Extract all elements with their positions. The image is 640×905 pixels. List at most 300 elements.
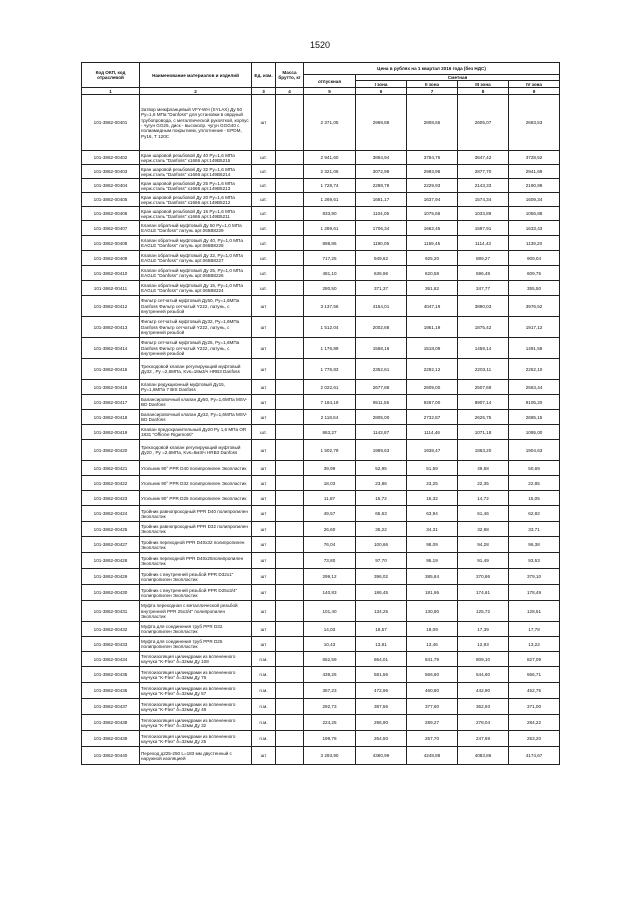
row-unit: шт [252,601,276,622]
row-release-price: 652,59 [304,652,356,667]
page-number: 1520 [309,40,331,50]
table-row [82,652,560,667]
table-row [82,537,560,553]
row-zone-3-price: 17,39 [458,622,509,637]
row-code: 101-3862-00439 [82,731,140,747]
row-zone-2-price: 1662,45 [407,221,458,236]
column-number: 4 [276,88,304,95]
row-unit: шт [252,296,276,317]
table-row [82,585,560,601]
header-estimate: Сметная [356,75,560,81]
column-number: 1 [82,88,140,95]
row-zone-2-price: 257,70 [407,731,458,747]
row-unit: шт. [252,425,276,440]
row-zone-3-price: 1875,42 [458,317,509,338]
row-zone-1-price: 4154,01 [356,296,407,317]
row-zone-3-price: 49,58 [458,461,509,476]
row-name: Кран шаровой резьбовой Ду 40 Ру=1,6 МПа нерж.сталь "Danfoss" х1666 арт.149B5215 [140,151,252,165]
row-zone-1-price: 97,70 [356,553,407,569]
row-zone-2-price: 925,20 [407,251,458,266]
row-mass [276,522,304,537]
row-zone-1-price: 387,56 [356,699,407,715]
table-row [82,553,560,569]
row-zone-1-price: 1989,63 [356,440,407,461]
row-zone-2-price: 18,09 [407,622,458,637]
row-zone-4-price: 13,22 [509,637,560,652]
row-zone-4-price: 93,53 [509,553,560,569]
header-zone-1: I зона [356,81,407,88]
row-release-price: 863,27 [304,425,356,440]
row-zone-2-price: 181,66 [407,585,458,601]
row-zone-4-price: 3976,52 [509,296,560,317]
row-zone-4-price: 2252,10 [509,359,560,380]
header-price-group: Цена в рублях на 1 квартал 2016 года (без НДС) [304,63,560,75]
row-zone-4-price: 9105,20 [509,395,560,410]
row-name: Балансировочный клапан Ду32, Ру=1,6МПа MSV-BD Danfoss [140,410,252,425]
table-row [82,522,560,537]
row-release-price: 1 502,79 [304,440,356,461]
row-zone-3-price: 1114,43 [458,236,509,251]
row-zone-2-price: 2292,12 [407,359,458,380]
row-unit: шт. [252,165,276,179]
row-code: 101-3862-00401 [82,95,140,151]
row-zone-1-price: 1104,05 [356,207,407,221]
row-zone-3-price: 247,69 [458,731,509,747]
row-mass [276,683,304,699]
row-name: Клапан обратный муфтовый Ду 15, Ру=1,0 МПа EAGLE "Danfoss" латунь арт.065B8224 [140,281,252,296]
row-name: Муфта для соединения труб PPR D25 полипропилен Экопластик [140,637,252,652]
row-zone-3-price: 2605,07 [458,95,509,151]
row-name: Муфта для соединения труб PPR D32 полипропилен Экопластик [140,622,252,637]
row-name: Тройник равнопроходный PPR D32 полипропилен Экопластик [140,522,252,537]
row-mass [276,317,304,338]
row-zone-1-price: 296,90 [356,715,407,731]
table-row [82,425,560,440]
row-code: 101-3862-00424 [82,506,140,522]
row-zone-4-price: 17,78 [509,622,560,637]
row-zone-4-price: 178,49 [509,585,560,601]
row-code: 101-3862-00409 [82,251,140,266]
row-zone-2-price: 51,59 [407,461,458,476]
row-release-price: 49,57 [304,506,356,522]
row-unit: п.м. [252,652,276,667]
row-zone-2-price: 3794,75 [407,151,458,165]
row-zone-3-price: 1459,14 [458,338,509,359]
row-unit: шт [252,747,276,765]
table-body [82,88,560,765]
row-zone-2-price: 566,60 [407,667,458,683]
row-release-price: 2 941,60 [304,151,356,165]
row-zone-4-price: 253,20 [509,731,560,747]
row-release-price: 14,03 [304,622,356,637]
table-row [82,236,560,251]
row-unit: шт [252,338,276,359]
row-unit: шт [252,569,276,585]
row-name: Фильтр сетчатый муфтовый Ду32, Ру=1,6МПа Danfoss Фильтр сетчатый Y222, латунь, с внутренней резьбой [140,317,252,338]
row-zone-3-price: 91,49 [458,553,509,569]
row-code: 101-3862-00428 [82,553,140,569]
row-code: 101-3862-00421 [82,461,140,476]
row-mass [276,296,304,317]
row-mass [276,747,304,765]
row-code: 101-3862-00436 [82,683,140,699]
row-release-price: 11,87 [304,491,356,506]
row-zone-4-price: 4174,67 [509,747,560,765]
row-mass [276,193,304,207]
row-zone-1-price: 1558,16 [356,338,407,359]
row-zone-3-price: 442,90 [458,683,509,699]
column-number: 6 [356,88,407,95]
row-code: 101-3862-00423 [82,491,140,506]
row-unit: шт. [252,236,276,251]
row-name: Угольник 90° PPR D40 полипропилен Экопластик [140,461,252,476]
row-code: 101-3862-00425 [82,522,140,537]
row-unit: шт. [252,281,276,296]
row-name: Угольник 90° PPR D32 полипропилен Экопластик [140,476,252,491]
row-release-price: 76,04 [304,537,356,553]
row-unit: шт [252,491,276,506]
row-mass [276,637,304,652]
row-zone-3-price: 32,98 [458,522,509,537]
row-zone-4-price: 22,85 [509,476,560,491]
row-zone-1-price: 2969,88 [356,95,407,151]
row-unit: шт [252,537,276,553]
row-zone-1-price: 949,62 [356,251,407,266]
row-name: Теплоизоляция цилиндрами из вспененного каучука "K-Flex" δ=32мм Ду 108 [140,652,252,667]
row-zone-4-price: 128,51 [509,601,560,622]
row-zone-3-price: 12,93 [458,637,509,652]
row-unit: шт. [252,207,276,221]
row-zone-3-price: 22,35 [458,476,509,491]
row-zone-2-price: 1637,94 [407,193,458,207]
row-zone-2-price: 98,09 [407,537,458,553]
row-release-price: 898,86 [304,236,356,251]
row-zone-1-price: 3894,94 [356,151,407,165]
row-name: Клапан обратный муфтовый Ду 50 Ру=1,0 МПа EAGLE "Danfoss" латунь арт.065B8229 [140,221,252,236]
row-release-price: 39,99 [304,461,356,476]
row-zone-3-price: 4083,86 [458,747,509,765]
row-code: 101-3862-00407 [82,221,140,236]
table-row [82,193,560,207]
row-mass [276,506,304,522]
row-zone-1-price: 472,96 [356,683,407,699]
row-zone-4-price: 609,75 [509,266,560,281]
column-number: 2 [140,88,252,95]
row-code: 101-3862-00432 [82,622,140,637]
row-code: 101-3862-00415 [82,359,140,380]
row-zone-2-price: 4047,19 [407,296,458,317]
row-release-price: 299,12 [304,569,356,585]
table-row [82,461,560,476]
row-unit: шт [252,461,276,476]
table-row [82,622,560,637]
row-zone-4-price: 62,82 [509,506,560,522]
header-mass: Масса брутто, кг [276,63,304,88]
row-release-price: 1 776,83 [304,359,356,380]
row-zone-2-price: 1938,47 [407,440,458,461]
row-zone-2-price: 15,32 [407,491,458,506]
row-mass [276,699,304,715]
row-zone-1-price: 52,95 [356,461,407,476]
row-zone-4-price: 1139,20 [509,236,560,251]
row-release-price: 3 293,90 [304,747,356,765]
row-unit: шт [252,553,276,569]
row-name: Теплоизоляция цилиндрами из вспененного каучука "K-Flex" δ=32мм Ду 25 [140,731,252,747]
row-zone-2-price: 4248,88 [407,747,458,765]
row-mass [276,165,304,179]
row-code: 101-3862-00435 [82,667,140,683]
row-code: 101-3862-00434 [82,652,140,667]
row-zone-1-price: 396,02 [356,569,407,585]
row-zone-2-price: 2808,55 [407,95,458,151]
row-mass [276,410,304,425]
row-zone-4-price: 284,22 [509,715,560,731]
table-row [82,569,560,585]
row-zone-3-price: 889,27 [458,251,509,266]
row-zone-1-price: 100,66 [356,537,407,553]
row-release-price: 2 321,06 [304,165,356,179]
row-zone-3-price: 370,86 [458,569,509,585]
row-zone-1-price: 1681,17 [356,193,407,207]
table-row [82,359,560,380]
row-mass [276,151,304,165]
row-release-price: 7 184,19 [304,395,356,410]
table-row [82,281,560,296]
row-unit: п.м. [252,683,276,699]
row-unit: шт. [252,266,276,281]
row-mass [276,95,304,151]
row-zone-3-price: 1071,18 [458,425,509,440]
row-mass [276,179,304,193]
row-code: 101-3862-00427 [82,537,140,553]
row-code: 101-3862-00431 [82,601,140,622]
row-zone-3-price: 544,60 [458,667,509,683]
row-code: 101-3862-00406 [82,207,140,221]
table-row [82,251,560,266]
row-release-price: 280,50 [304,281,356,296]
row-unit: шт [252,622,276,637]
row-zone-1-price: 371,37 [356,281,407,296]
row-zone-4-price: 2685,15 [509,410,560,425]
row-zone-1-price: 15,72 [356,491,407,506]
row-zone-4-price: 33,71 [509,522,560,537]
row-zone-1-price: 2288,78 [356,179,407,193]
row-zone-4-price: 2563,44 [509,380,560,395]
row-zone-2-price: 95,19 [407,553,458,569]
row-unit: шт [252,317,276,338]
row-code: 101-3862-00437 [82,699,140,715]
table-row [82,266,560,281]
row-unit: п.м. [252,699,276,715]
table-row [82,683,560,699]
row-zone-4-price: 2683,53 [509,95,560,151]
row-zone-2-price: 23,25 [407,476,458,491]
row-zone-3-price: 125,72 [458,601,509,622]
row-unit: шт [252,395,276,410]
table-row [82,179,560,193]
row-zone-4-price: 452,75 [509,683,560,699]
row-zone-3-price: 14,72 [458,491,509,506]
row-release-price: 292,73 [304,699,356,715]
row-code: 101-3862-00433 [82,637,140,652]
row-release-price: 140,83 [304,585,356,601]
row-name: Затвор межфланцевый VFY-WH (SYLAX) Ду 50 Py=1,6 МПа "Danfoss" для установки в оврдный трубопровода, с металлической рукояткой, корпус - чугун GG25, диск - высокопр. чугун GGG40 с полиамидным покрытием, уплотнение - EPDM, Ру16, Т 120С [140,95,252,151]
table-row [82,699,560,715]
row-zone-4-price: 355,50 [509,281,560,296]
row-zone-1-price: 186,45 [356,585,407,601]
row-code: 101-3862-00420 [82,440,140,461]
row-code: 101-3862-00417 [82,395,140,410]
row-zone-4-price: 1609,34 [509,193,560,207]
row-code: 101-3862-00402 [82,151,140,165]
header-zone-2: II зона [407,81,458,88]
row-code: 101-3862-00403 [82,165,140,179]
row-unit: шт [252,410,276,425]
table-row [82,151,560,165]
row-zone-1-price: 864,01 [356,652,407,667]
row-unit: шт [252,585,276,601]
row-unit: шт. [252,151,276,165]
row-release-price: 357,23 [304,683,356,699]
row-unit: п.м. [252,715,276,731]
column-number: 8 [458,88,509,95]
row-unit: шт. [252,251,276,266]
row-zone-1-price: 581,56 [356,667,407,683]
row-zone-4-price: 1917,12 [509,317,560,338]
table-row [82,440,560,461]
row-mass [276,425,304,440]
row-zone-4-price: 1633,43 [509,221,560,236]
row-name: Трехходовой клапан регулирующий муфтовый Ду20 , Ру =2,6МПа, Kvs=6м3/ч HRB3 Danfoss [140,440,252,461]
row-mass [276,338,304,359]
row-release-price: 481,10 [304,266,356,281]
table-row [82,380,560,395]
row-mass [276,569,304,585]
column-number-row [82,88,560,95]
row-release-price: 2 118,64 [304,410,356,425]
row-zone-1-price: 1143,87 [356,425,407,440]
row-mass [276,207,304,221]
row-zone-2-price: 2609,00 [407,380,458,395]
row-name: Клапан обратный муфтовый Ду 25, Ру=1,0 МПа EAGLE "Danfoss" латунь арт.065B8226 [140,266,252,281]
row-zone-2-price: 13,46 [407,637,458,652]
row-mass [276,440,304,461]
row-zone-3-price: 174,61 [458,585,509,601]
row-zone-3-price: 2203,11 [458,359,509,380]
row-zone-4-price: 1056,88 [509,207,560,221]
header-name: Наименование материалов и изделий [140,63,252,88]
row-mass [276,251,304,266]
row-unit: шт [252,476,276,491]
row-name: Теплоизоляция цилиндрами из вспененного каучука "K-Flex" δ=32мм Ду 32 [140,715,252,731]
row-release-price: 1 176,89 [304,338,356,359]
row-mass [276,585,304,601]
row-zone-3-price: 347,77 [458,281,509,296]
table-row [82,731,560,747]
row-zone-3-price: 2626,75 [458,410,509,425]
row-zone-3-price: 278,04 [458,715,509,731]
table-row [82,491,560,506]
table-row [82,410,560,425]
row-name: Клапан предохранительный Ду20 Ру 1,6 МПа OR 1831 "Officine Rigamonti" [140,425,252,440]
row-name: Клапан редукционный муфтовый Ду15, Ру=1,6МПа 7 BIS Danfoss [140,380,252,395]
row-zone-1-price: 65,63 [356,506,407,522]
table-row [82,317,560,338]
row-mass [276,359,304,380]
row-zone-1-price: 23,86 [356,476,407,491]
row-mass [276,395,304,410]
row-name: Тройник с внутренней резьбой PPR D32х1" полипропилен Экопластик [140,569,252,585]
row-zone-4-price: 3728,52 [509,151,560,165]
row-name: Тройник равнопроходный PPR D40 полипропилен Экопластик [140,506,252,522]
row-zone-3-price: 2507,69 [458,380,509,395]
row-zone-1-price: 9511,55 [356,395,407,410]
row-release-price: 2 371,05 [304,95,356,151]
table-row [82,506,560,522]
row-name: Кран шаровой резьбовой Ду 20 Ру=1,6 МПа нерж.сталь "Danfoss" х1666 арт.149B5212 [140,193,252,207]
row-zone-4-price: 909,04 [509,251,560,266]
row-mass [276,461,304,476]
row-zone-1-price: 636,96 [356,266,407,281]
row-code: 101-3862-00414 [82,338,140,359]
row-release-price: 1 728,74 [304,179,356,193]
row-code: 101-3862-00413 [82,317,140,338]
row-release-price: 3 137,56 [304,296,356,317]
row-name: Кран шаровой резьбовой Ду 25 Ру=1,6 МПа нерж.сталь "Danfoss" х1666 арт.149B5213 [140,179,252,193]
row-release-price: 1 269,61 [304,193,356,207]
row-zone-2-price: 1114,46 [407,425,458,440]
row-zone-2-price: 34,31 [407,522,458,537]
row-zone-3-price: 8907,14 [458,395,509,410]
row-mass [276,553,304,569]
row-code: 101-3862-00440 [82,747,140,765]
row-zone-2-price: 1951,19 [407,317,458,338]
row-zone-1-price: 1706,34 [356,221,407,236]
table-row [82,165,560,179]
row-zone-1-price: 264,50 [356,731,407,747]
row-zone-1-price: 1190,05 [356,236,407,251]
row-name: Тройник с внутренней резьбой PPR D25х3/4" полипропилен Экопластик [140,585,252,601]
row-name: Муфта переходная с металлической резьбой внутренней PPR 25х3/4" полипропилен Экопластик [140,601,252,622]
row-name: Теплоизоляция цилиндрами из вспененного каучука "K-Flex" δ=32мм Ду 57 [140,683,252,699]
column-number: 3 [252,88,276,95]
row-mass [276,715,304,731]
row-code: 101-3862-00412 [82,296,140,317]
row-zone-2-price: 2732,87 [407,410,458,425]
row-code: 101-3862-00405 [82,193,140,207]
row-release-price: 1 512,04 [304,317,356,338]
table-row [82,715,560,731]
row-zone-2-price: 2993,96 [407,165,458,179]
row-zone-3-price: 2143,33 [458,179,509,193]
row-name: Тройник переходной PPR D40х32 полипропилен Экопластик [140,537,252,553]
row-unit: п.м. [252,667,276,683]
row-code: 101-3862-00416 [82,380,140,395]
column-number: 7 [407,88,458,95]
row-zone-1-price: 13,81 [356,637,407,652]
row-mass [276,622,304,637]
row-zone-2-price: 841,79 [407,652,458,667]
row-zone-2-price: 9267,00 [407,395,458,410]
row-zone-4-price: 2190,99 [509,179,560,193]
row-unit: шт [252,522,276,537]
row-zone-4-price: 1904,63 [509,440,560,461]
row-mass [276,537,304,553]
row-zone-3-price: 1033,89 [458,207,509,221]
header-zone-4: IV зона [509,81,560,88]
table-row [82,476,560,491]
row-zone-2-price: 63,94 [407,506,458,522]
